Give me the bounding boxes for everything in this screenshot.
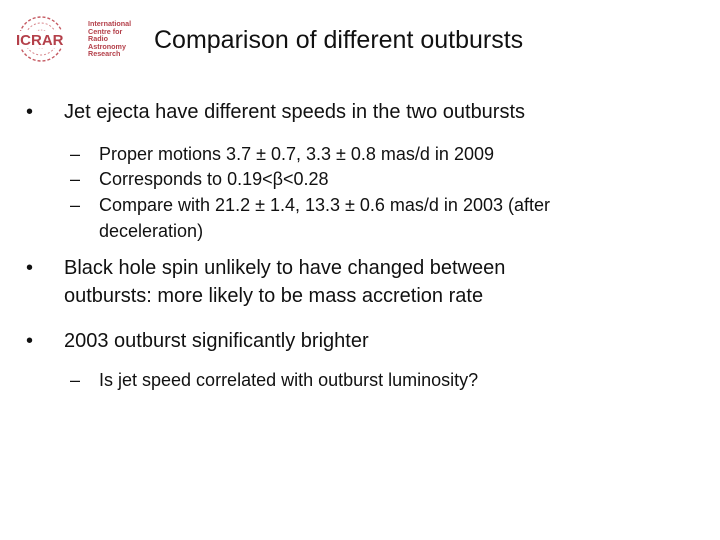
bullet-dot: • (26, 257, 34, 279)
sub-bullet-text: Is jet speed correlated with outburst luminosity? (99, 370, 479, 390)
bullet-text: 2003 outburst significantly brighter (64, 330, 369, 352)
logo-line: Research (88, 49, 121, 59)
sub-bullet-dash: – (70, 144, 81, 164)
bullet-text: outbursts: more likely to be mass accretion rate (64, 285, 484, 307)
logo-wordmark (88, 20, 131, 58)
logo-line: Centre for (88, 26, 123, 36)
bullet-dot: • (26, 101, 34, 123)
logo-acronym: ICRAR (16, 32, 64, 49)
icrar-logo (14, 12, 144, 70)
sub-bullet-text: Corresponds to 0.19<β<0.28 (99, 169, 329, 189)
sub-bullet-text: deceleration) (99, 221, 204, 241)
slide-title: Comparison of different outbursts (154, 26, 524, 54)
logo-line: Radio (88, 34, 108, 44)
bullet-dot: • (26, 330, 34, 352)
sub-bullet-text: Proper motions 3.7 ± 0.7, 3.3 ± 0.8 mas/d in 2009 (99, 144, 494, 164)
logo-line: International (88, 19, 132, 28)
bullet-text: Jet ejecta have different speeds in the two outbursts (64, 101, 526, 123)
bullet-text: Black hole spin unlikely to have changed between (64, 257, 506, 279)
logo-line: Astronomy (88, 41, 126, 51)
icrar-logo-mark (14, 12, 74, 70)
sub-bullet-text: Compare with 21.2 ± 1.4, 13.3 ± 0.6 mas/d in 2003 (after (99, 195, 551, 215)
sub-bullet-dash: – (70, 169, 81, 189)
sub-bullet-dash: – (70, 370, 81, 390)
sub-bullet-dash: – (70, 195, 81, 215)
